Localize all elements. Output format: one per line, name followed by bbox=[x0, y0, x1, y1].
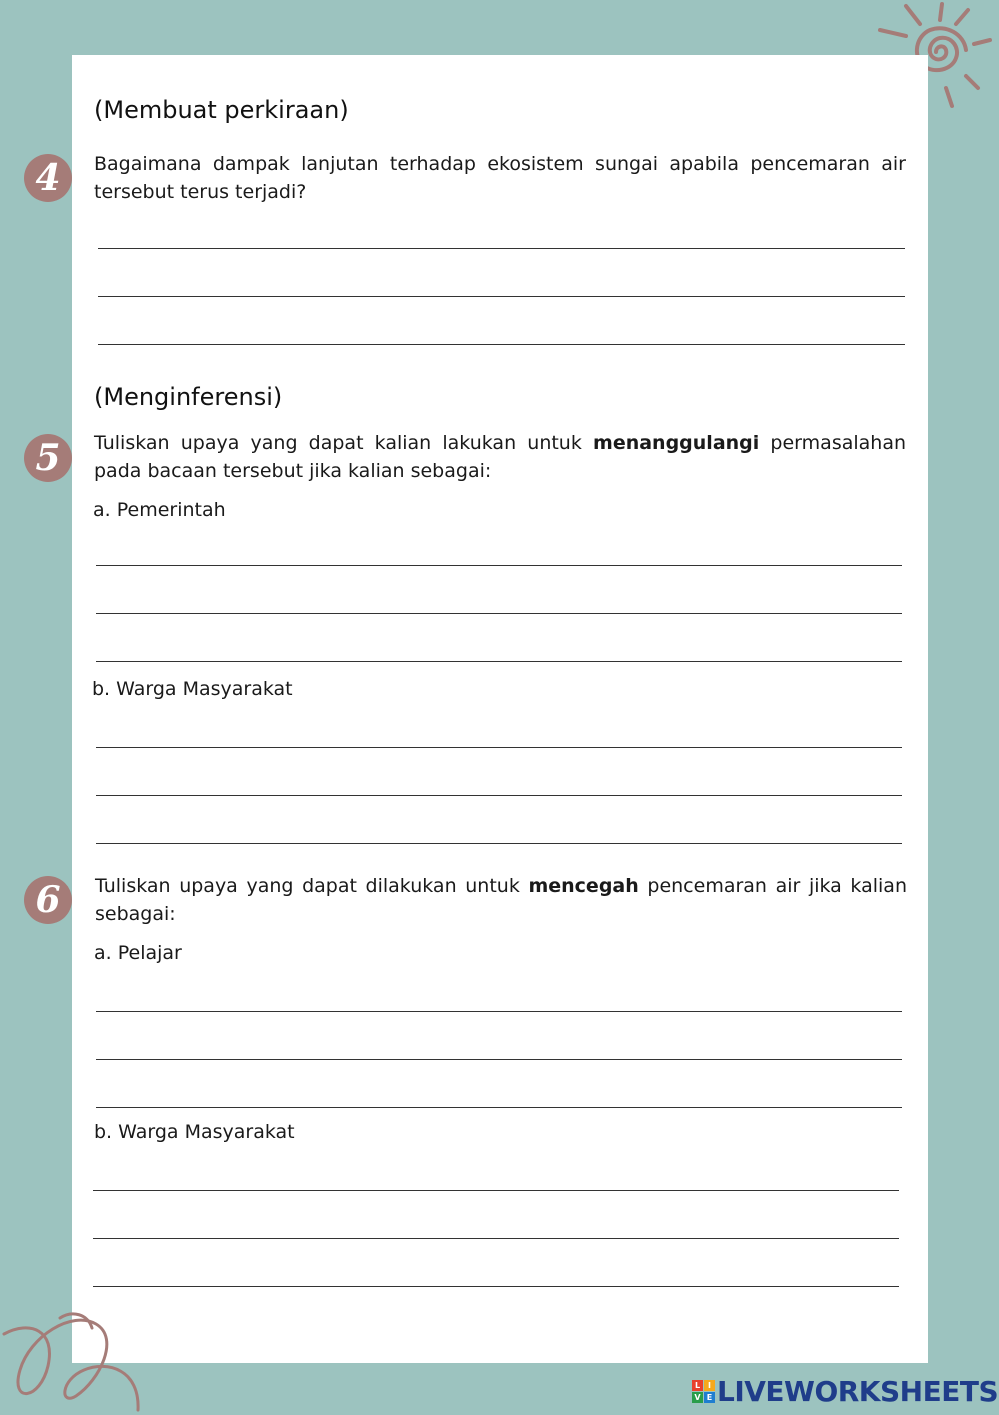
q4-heading: (Membuat perkiraan) bbox=[94, 96, 349, 124]
logo-letter-l: L bbox=[692, 1380, 703, 1391]
q5-text bbox=[94, 429, 906, 485]
worksheet-page bbox=[72, 55, 928, 1363]
q6a-answer-line-3[interactable] bbox=[96, 1107, 902, 1108]
q5-sub-a-label: a. Pemerintah bbox=[93, 499, 226, 521]
q5-text-before: Tuliskan upaya yang dapat kalian lakukan untuk bbox=[94, 432, 594, 454]
q6b-answer-line-3[interactable] bbox=[93, 1286, 899, 1287]
q5b-answer-line-1[interactable] bbox=[96, 747, 902, 748]
q5a-answer-line-3[interactable] bbox=[96, 661, 902, 662]
q5-sub-b-label: b. Warga Masyarakat bbox=[92, 678, 293, 700]
question-number-5-badge: 5 bbox=[24, 434, 72, 482]
logo-letter-v: V bbox=[692, 1392, 703, 1403]
q6b-answer-line-1[interactable] bbox=[93, 1190, 899, 1191]
q4-answer-line-1[interactable] bbox=[98, 248, 905, 249]
q5-text-after: permasalahan pada bacaan tersebut jika kalian sebagai: bbox=[94, 432, 907, 482]
q6a-answer-line-2[interactable] bbox=[96, 1059, 902, 1060]
question-number-6-badge: 6 bbox=[24, 876, 72, 924]
question-number-4-badge: 4 bbox=[24, 154, 72, 202]
q6-text-before: Tuliskan upaya yang dapat dilakukan untuk bbox=[95, 875, 529, 897]
q5a-answer-line-2[interactable] bbox=[96, 613, 902, 614]
q4-answer-line-3[interactable] bbox=[98, 344, 905, 345]
q5a-answer-line-1[interactable] bbox=[96, 565, 902, 566]
logo-letter-i: I bbox=[704, 1380, 715, 1391]
q5-text-bold: menanggulangi bbox=[593, 432, 760, 454]
q6-text bbox=[95, 872, 907, 928]
liveworksheets-logo-icon bbox=[692, 1380, 715, 1403]
q4-answer-line-2[interactable] bbox=[98, 296, 905, 297]
liveworksheets-brand-text: LIVEWORKSHEETS bbox=[717, 1374, 999, 1408]
squiggle-decoration-icon bbox=[0, 1300, 150, 1415]
q6a-answer-line-1[interactable] bbox=[96, 1011, 902, 1012]
q6b-answer-line-2[interactable] bbox=[93, 1238, 899, 1239]
liveworksheets-brand[interactable] bbox=[692, 1376, 998, 1406]
q6-text-bold: mencegah bbox=[528, 875, 639, 897]
logo-letter-e: E bbox=[704, 1392, 715, 1403]
q5-heading: (Menginferensi) bbox=[94, 383, 283, 411]
q4-text: Bagaimana dampak lanjutan terhadap ekosistem sungai apabila pencemaran air tersebut terus terjadi? bbox=[94, 153, 906, 203]
q5b-answer-line-3[interactable] bbox=[96, 843, 902, 844]
q6-sub-a-label: a. Pelajar bbox=[94, 942, 182, 964]
q6-text-after: pencemaran air jika kalian sebagai: bbox=[95, 875, 907, 925]
q5b-answer-line-2[interactable] bbox=[96, 795, 902, 796]
q6-sub-b-label: b. Warga Masyarakat bbox=[94, 1121, 295, 1143]
